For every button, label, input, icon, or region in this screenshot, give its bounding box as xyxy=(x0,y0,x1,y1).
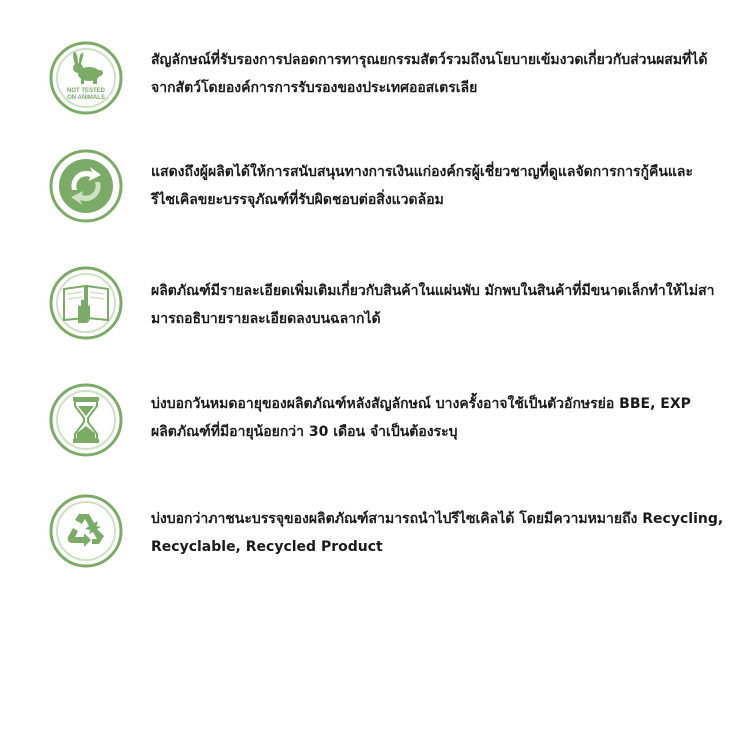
description-line-2: Recyclable, Recycled Product xyxy=(151,539,383,555)
symbol-description xyxy=(151,505,724,561)
symbol-description xyxy=(151,390,721,446)
green-dot-icon xyxy=(48,148,124,224)
description-line-2: รีไซเคิลขยะบรรจุภัณฑ์ที่รับผิดชอบต่อสิ่งแวดล้อม xyxy=(151,192,444,208)
symbol-row-refer-to-leaflet xyxy=(0,265,750,345)
symbol-description xyxy=(151,158,721,214)
description-line-2: จากสัตว์โดยองค์การการรับรองของประเทศออสเตรเลีย xyxy=(151,80,478,96)
description-line-1: สัญลักษณ์ที่รับรองการปลอดการทารุณยกรรมสัตว์รวมถึงนโยบายเข้มงวดเกี่ยวกับส่วนผสมที่ได้ xyxy=(151,52,708,68)
recycle-icon xyxy=(48,493,124,569)
svg-text:NOT TESTED: NOT TESTED xyxy=(66,88,106,94)
description-line-1: แสดงถึงผู้ผลิตได้ให้การสนับสนุนทางการเงินแก่องค์กรผู้เชี่ยวชาญที่ดูแลจัดการการกู้คืนและ xyxy=(151,164,694,180)
not-tested-on-animals-icon xyxy=(48,40,124,116)
description-line-1: บ่งบอกว่าภาชนะบรรจุของผลิตภัณฑ์สามารถนำไปรีไซเคิลได้ โดยมีความหมายถึง Recycling, xyxy=(151,511,724,527)
symbol-row-green-dot xyxy=(0,148,750,228)
symbol-row-expiry xyxy=(0,382,750,462)
symbol-row-recycle xyxy=(0,493,750,573)
description-line-1: ผลิตภัณฑ์มีรายละเอียดเพิ่มเติมเกี่ยวกับสินค้าในแผ่นพับ มักพบในสินค้าที่มีขนาดเล็กทำให้ไม่สา xyxy=(151,283,715,299)
refer-to-leaflet-icon xyxy=(48,265,124,341)
description-line-2: มารถอธิบายรายละเอียดลงบนฉลากได้ xyxy=(151,311,381,327)
svg-text:ON ANIMALS: ON ANIMALS xyxy=(67,95,105,101)
symbol-description xyxy=(151,277,721,333)
description-line-1: บ่งบอกวันหมดอายุของผลิตภัณฑ์หลังสัญลักษณ์ บางครั้งอาจใช้เป็นตัวอักษรย่อ BBE, EXP xyxy=(151,396,691,412)
symbol-row-not-tested-on-animals xyxy=(0,40,750,120)
hourglass-expiry-icon xyxy=(48,382,124,458)
description-line-2: ผลิตภัณฑ์ที่มีอายุน้อยกว่า 30 เดือน จำเป็นต้องระบุ xyxy=(151,424,458,440)
symbol-description xyxy=(151,46,721,102)
